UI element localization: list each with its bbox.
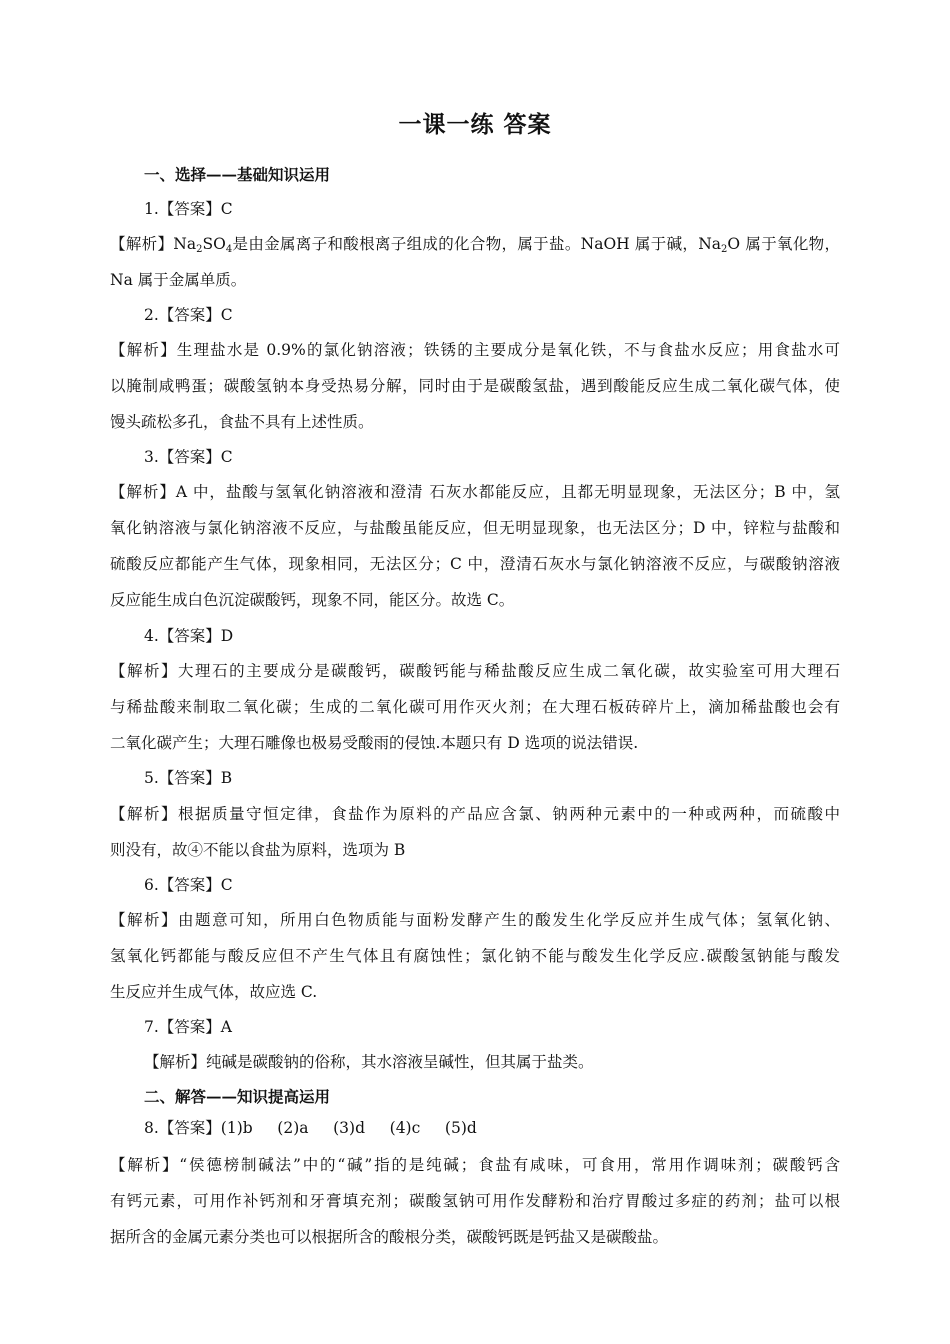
answer-3: 3.【答案】C — [144, 448, 233, 466]
explanation-3-line-2: 氧化钠溶液与氯化钠溶液不反应，与盐酸虽能反应，但无明显现象，也无法区分；D 中，锌粒与盐酸和 — [110, 519, 840, 537]
explanation-3-line-3: 硫酸反应都能产生气体，现象相同，无法区分；C 中，澄清石灰水与氯化钠溶液不反应，与碳酸钠溶液 — [110, 555, 840, 573]
answer-7: 7.【答案】A — [144, 1018, 232, 1036]
explanation-5-line-1: 【解析】根据质量守恒定律，食盐作为原料的产品应含氯、钠两种元素中的一种或两种，而硫酸中 — [110, 805, 840, 823]
explanation-4-line-2: 与稀盐酸来制取二氧化碳；生成的二氧化碳可用作灭火剂；在大理石板砖碎片上，滴加稀盐酸也会有 — [110, 698, 840, 716]
explanation-2-line-2: 以腌制咸鸭蛋；碳酸氢钠本身受热易分解，同时由于是碳酸氢盐，遇到酸能反应生成二氧化碳气体，使 — [110, 377, 840, 395]
explanation-3-line-1: 【解析】A 中，盐酸与氢氧化钠溶液和澄清 石灰水都能反应，且都无明显现象，无法区分；B 中，氢 — [110, 483, 840, 501]
explanation-1-line-2: Na 属于金属单质。 — [110, 271, 247, 289]
explanation-8-line-1: 【解析】“侯德榜制碱法”中的“碱”指的是纯碱；食盐有咸味，可食用，常用作调味剂；碳酸钙含 — [110, 1156, 840, 1174]
explanation-5-line-2: 则没有，故④不能以食盐为原料，选项为 B — [110, 841, 406, 859]
explanation-4-line-1: 【解析】大理石的主要成分是碳酸钙，碳酸钙能与稀盐酸反应生成二氧化碳，故实验室可用大理石 — [110, 662, 840, 680]
explanation-8-line-3: 据所含的金属元素分类也可以根据所含的酸根分类，碳酸钙既是钙盐又是碳酸盐。 — [110, 1228, 669, 1246]
answer-6: 6.【答案】C — [144, 876, 233, 894]
explanation-2-line-1: 【解析】生理盐水是 0.9%的氯化钠溶液；铁锈的主要成分是氧化铁，不与食盐水反应；用食盐水可 — [110, 341, 840, 359]
section-heading-answer: 二、解答——知识提高运用 — [144, 1087, 331, 1106]
explanation-6-line-3: 生反应并生成气体，故应选 C. — [110, 983, 318, 1001]
answer-4: 4.【答案】D — [144, 627, 234, 645]
section-heading-choice: 一、选择——基础知识运用 — [144, 165, 331, 184]
answer-2: 2.【答案】C — [144, 306, 233, 324]
answer-5: 5.【答案】B — [144, 769, 233, 787]
explanation-6-line-1: 【解析】由题意可知，所用白色物质能与面粉发酵产生的酸发生化学反应并生成气体；氢氧化钠、 — [110, 911, 840, 929]
page-title: 一课一练 答案 — [398, 111, 552, 138]
explanation-1-line-1: 【解析】$Na_2SO_4$是由金属离子和酸根离子组成的化合物，属于盐。NaOH 属于碱，$Na_2O$ 属于氧化物， — [110, 235, 841, 255]
explanation-6-line-2: 氢氧化钙都能与酸反应但不产生气体且有腐蚀性；氯化钠不能与酸发生化学反应.碳酸氢钠能与酸发 — [110, 947, 840, 965]
answer-8: 8.【答案】(1)b (2)a (3)d (4)c (5)d — [144, 1119, 477, 1137]
explanation-8-line-2: 有钙元素，可用作补钙剂和牙膏填充剂；碳酸氢钠可用作发酵粉和治疗胃酸过多症的药剂；盐可以根 — [110, 1192, 840, 1210]
explanation-2-line-3: 馒头疏松多孔，食盐不具有上述性质。 — [110, 413, 374, 431]
explanation-3-line-4: 反应能生成白色沉淀碳酸钙，现象不同，能区分。故选 C。 — [110, 591, 515, 609]
explanation-7-line-1: 【解析】纯碱是碳酸钠的俗称，其水溶液呈碱性，但其属于盐类。 — [144, 1053, 594, 1071]
answer-1: 1.【答案】C — [144, 200, 233, 218]
explanation-4-line-3: 二氧化碳产生；大理石雕像也极易受酸雨的侵蚀.本题只有 D 选项的说法错误. — [110, 734, 639, 752]
